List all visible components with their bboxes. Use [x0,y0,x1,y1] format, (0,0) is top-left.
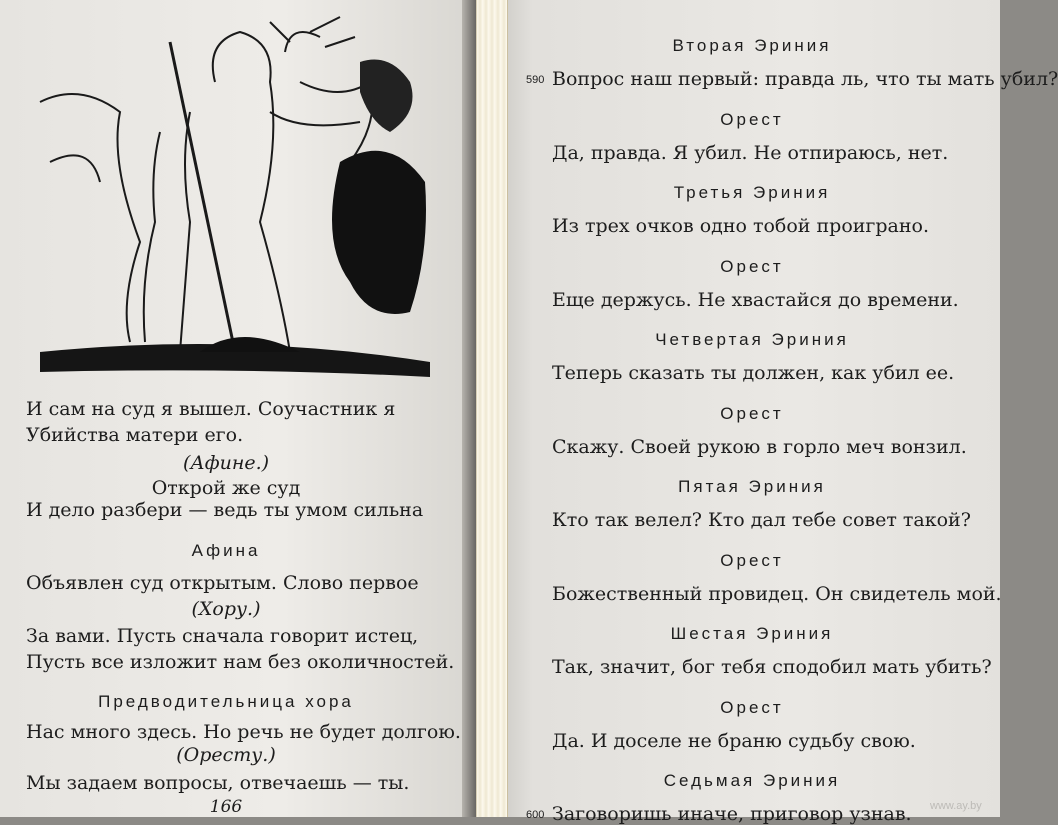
verse-line: И дело разбери — ведь ты умом сильна [26,499,424,521]
line-number: 590 [526,74,545,86]
line-number: 600 [526,809,545,821]
verse-line: Заговоришь иначе, приговор узнав. [552,803,912,825]
verse-line: Из трех очков одно тобой проиграно. [552,215,930,237]
verse-line: Мы задаем вопросы, отвечаешь — ты. [26,772,410,794]
stage-direction: (Хору.) [191,598,261,620]
verse-line: Вопрос наш первый: правда ль, что ты мать убил? [552,68,1058,90]
verse-line: Да, правда. Я убил. Не отпираюсь, нет. [552,141,949,164]
verse-line: За вами. Пусть сначала говорит истец, [26,625,419,647]
stage-direction: (Оресту.) [176,744,276,766]
illustration [40,22,430,382]
verse-line: Нас много здесь. Но речь не будет долгою. [26,721,461,743]
speaker-name: Орест [720,109,784,129]
verse-line: Да. И доселе не браню судьбу свою. [552,729,916,752]
verse-line: Божественный провидец. Он свидетель мой. [552,582,1002,605]
speaker-name: Орест [720,256,784,276]
speaker-name: Афина [191,541,261,560]
verse-line: И сам на суд я вышел. Соучастник я [26,398,396,420]
speaker-name: Третья Эриния [673,183,831,202]
verse-line: Объявлен суд открытым. Слово первое [26,572,419,594]
speaker-name: Шестая Эриния [670,624,834,643]
speaker-name: Орест [720,550,784,570]
verse-line: Еще держусь. Не хвастайся до времени. [552,288,959,311]
bookmark-ribbon [476,0,508,817]
page-number: 166 [209,797,243,817]
verse-line: Открой же суд [151,477,301,499]
watermark: www.ay.by [930,800,982,812]
speaker-name: Орест [720,403,784,423]
verse-line: Кто так велел? Кто дал тебе совет такой? [552,509,971,531]
speaker-name: Четвертая Эриния [655,330,849,349]
verse-line: Скажу. Своей рукою в горло меч вонзил. [552,435,967,458]
verse-line: Пусть все изложит нам без околичностей. [26,651,455,673]
verse-line: Убийства матери его. [26,424,244,446]
speaker-name: Орест [720,697,784,717]
stage-direction: (Афине.) [182,452,270,474]
speaker-name: Седьмая Эриния [663,771,841,790]
verse-line: Теперь сказать ты должен, как убил ее. [552,362,955,384]
speaker-name: Предводительница хора [98,692,354,711]
speaker-name: Пятая Эриния [678,477,826,496]
speaker-name: Вторая Эриния [672,36,832,55]
verse-line: Так, значит, бог тебя сподобил мать убить? [552,656,992,678]
